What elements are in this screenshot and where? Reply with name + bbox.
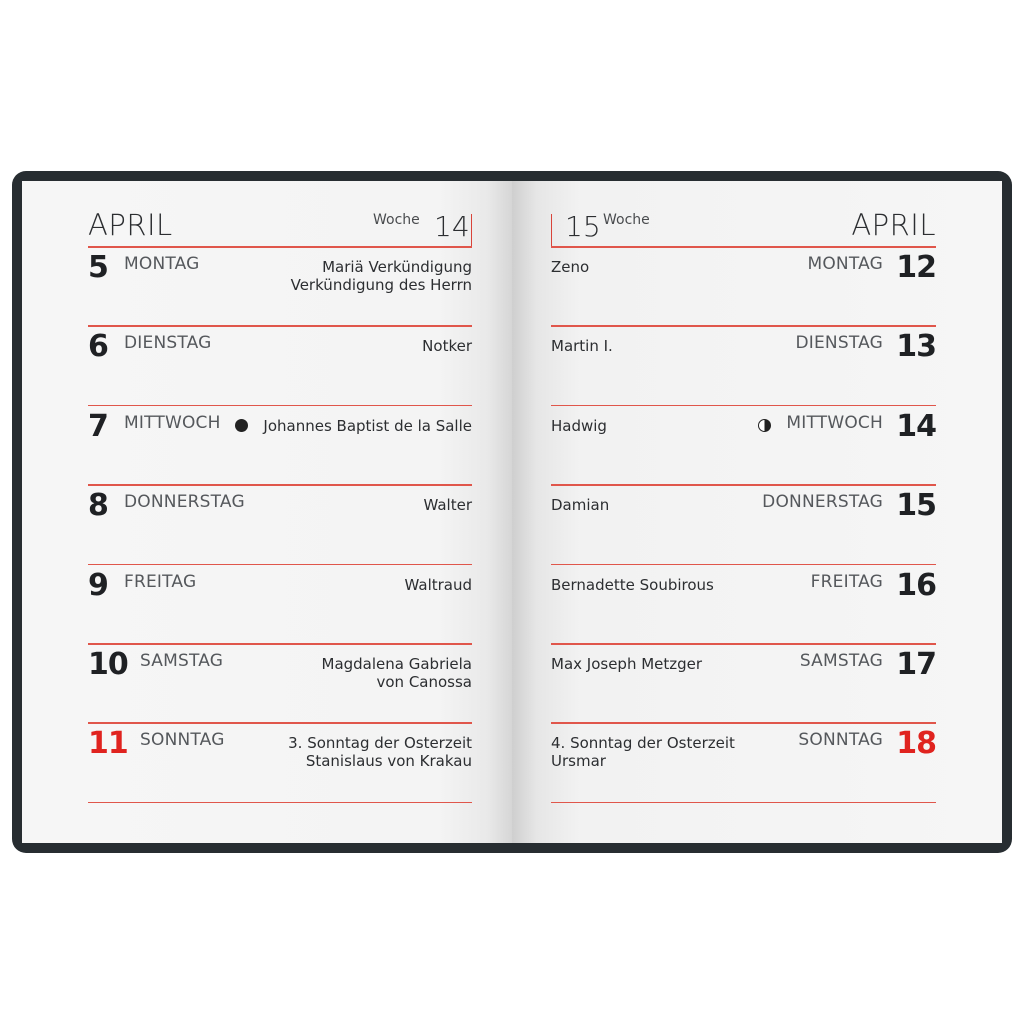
day-number: 9 [88,567,108,603]
row-divider [88,405,472,407]
saint-name: Walter [423,496,472,515]
saint-name: Johannes Baptist de la Salle [263,416,472,435]
saint-name: Hadwig [551,416,607,435]
saint-name: Verkündigung des Herrn [290,276,472,294]
row-divider [551,484,936,486]
weekday-name: DIENSTAG [795,333,883,354]
weekday-name: DIENSTAG [124,333,212,354]
weekday-name: SAMSTAG [140,651,224,671]
weekday-name: MITTWOCH [786,412,883,433]
saint-name: Ursmar [551,752,606,771]
row-divider [88,564,472,566]
row-divider [551,722,936,724]
day-number: 11 [88,726,128,762]
row-divider [88,722,472,724]
row-divider [88,484,472,486]
left-header-tick [471,214,472,247]
row-divider [88,643,472,645]
day-number: 8 [88,488,108,524]
saint-name: Mariä Verkündigung [322,258,472,276]
saint-name: Damian [551,496,610,515]
day-number: 13 [896,329,936,365]
right-header-tick [551,214,552,247]
left-week-number: 14 [434,210,470,243]
right-header-rule [551,246,936,248]
left-month-title: APRIL [88,208,173,242]
weekday-name: SAMSTAG [799,651,883,671]
first-quarter-moon-icon [758,419,771,432]
new-moon-icon [235,419,248,432]
weekday-name: MITTWOCH [124,412,221,433]
day-number: 10 [88,647,128,682]
weekday-name: MONTAG [124,254,200,274]
saint-name: Stanislaus von Krakau [305,752,472,771]
right-month-title: APRIL [851,208,936,242]
left-week-label: Woche [373,212,420,228]
day-number: 6 [88,329,108,365]
day-number: 5 [88,250,108,285]
day-number: 7 [88,408,108,444]
saint-name: Max Joseph Metzger [551,655,703,673]
saint-name: Zeno [551,258,590,276]
weekday-name: FREITAG [810,571,883,592]
right-week-number: 15 [565,210,601,243]
saint-name: Magdalena Gabriela [321,655,472,673]
row-divider [551,564,936,566]
row-divider [551,643,936,645]
weekday-name: SONNTAG [798,730,883,751]
left-header-rule [88,246,472,248]
row-divider [551,325,936,327]
weekday-name: SONNTAG [140,730,225,751]
saint-name: von Canossa [376,673,472,691]
weekday-name: MONTAG [807,254,883,274]
row-divider [88,802,472,804]
day-number: 18 [896,726,936,762]
day-number: 16 [896,567,936,603]
day-number: 17 [896,647,936,682]
row-divider [551,405,936,407]
saint-name: Waltraud [404,575,472,594]
saint-name: 3. Sonntag der Osterzeit [288,734,472,753]
day-number: 14 [896,408,936,444]
saint-name: Notker [422,337,472,356]
day-number: 12 [896,250,936,285]
day-number: 15 [896,488,936,524]
weekday-name: FREITAG [124,571,197,592]
weekday-name: DONNERSTAG [762,492,883,513]
saint-name: Bernadette Soubirous [551,575,714,594]
row-divider [88,325,472,327]
saint-name: 4. Sonntag der Osterzeit [551,734,735,753]
saint-name: Martin I. [551,337,613,356]
row-divider [551,802,936,804]
right-week-label: Woche [603,212,650,228]
weekday-name: DONNERSTAG [124,492,245,513]
